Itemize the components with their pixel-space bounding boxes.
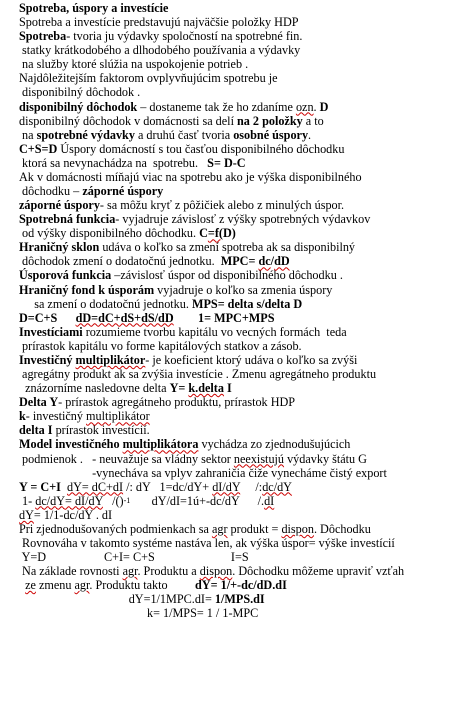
- text-line: [19, 564, 455, 578]
- text-line: [19, 156, 455, 170]
- body-text: multiplikátor: [86, 409, 150, 424]
- text-line: [19, 254, 455, 268]
- bold-text: Y = C+I: [19, 479, 67, 494]
- body-text: Spotreba a investície predstavujú najväčšie položky HDP: [19, 15, 299, 30]
- text-line: [19, 43, 455, 57]
- body-text: sa zmení o dodatočnú jednotku.: [19, 296, 192, 311]
- body-text: Najdôležitejším faktorom ovplyvňujúcim spotrebu je: [19, 71, 278, 86]
- bold-text: /: [270, 254, 275, 269]
- bold-text: dD=dC+dS+dS/dD: [75, 310, 174, 325]
- body-text: na: [19, 127, 37, 142]
- body-text: . Produktu takto: [89, 578, 196, 593]
- body-text: dispon: [199, 564, 233, 579]
- bold-text: MPC=: [220, 254, 259, 269]
- body-text: dY: [19, 507, 34, 522]
- bold-text: C+S=D: [19, 141, 58, 156]
- bold-text: osobné úspory: [233, 127, 309, 142]
- body-text: – dostaneme tak že ho zdaníme: [137, 99, 296, 114]
- text-line: [19, 536, 455, 550]
- body-text: udáva o koľko sa zmení spotreba ak sa disponibilný: [99, 240, 356, 255]
- text-line: [19, 437, 455, 451]
- text-line: [19, 170, 455, 184]
- bold-text: Hraničný fond k úsporám: [19, 282, 155, 297]
- body-text: Pri zjednodušovaných podmienkach sa: [19, 521, 212, 536]
- bold-text: I: [223, 381, 232, 396]
- bold-text: Y=: [169, 381, 189, 396]
- body-text: statky krátkodobého a dlhodobého používania a výdavky: [19, 43, 301, 58]
- body-text: . Dôchodku môžeme upraviť vzťah: [232, 564, 405, 579]
- body-text: - sa môžu kryť z pôžičiek alebo z minulých úspor.: [99, 198, 345, 213]
- bold-text: Model investičného: [19, 437, 123, 452]
- body-text: a to: [302, 113, 324, 128]
- bold-text: dc: [258, 254, 271, 269]
- body-text: ozn: [295, 99, 314, 114]
- body-text: dc/dY: [262, 479, 292, 494]
- text-line: [19, 15, 455, 29]
- text-line: [19, 100, 455, 114]
- body-text: - investičný: [25, 409, 87, 424]
- bold-text: multiplikátora: [122, 437, 199, 452]
- body-text: agr: [122, 564, 138, 579]
- body-text: produkt =: [227, 521, 282, 536]
- body-text: ktorá sa nevynachádza na spotrebu.: [19, 155, 208, 170]
- bold-text: Úsporová funkcia: [19, 268, 112, 283]
- bold-text: multiplikátor: [75, 352, 146, 367]
- text-line: [19, 578, 455, 592]
- text-line: [19, 592, 455, 606]
- body-text: podmienok . - neuvažuje sa vládny sektor: [19, 451, 234, 466]
- body-text: dispon: [281, 521, 314, 536]
- text-line: [19, 367, 455, 381]
- body-text: k= 1/MPS= 1 / 1-MPC: [19, 606, 259, 621]
- bold-text: Investičný: [19, 352, 76, 367]
- bold-text: Delta Y: [19, 395, 59, 410]
- body-text: disponibilný dôchodok .: [19, 85, 141, 100]
- body-text: ze: [25, 578, 36, 593]
- body-text: -vynecháva sa vplyv zahraničia čiže vynecháme čistý export: [19, 465, 387, 480]
- bold-text: dD: [274, 254, 290, 269]
- body-text: dc/dY= dI/dY: [35, 493, 103, 508]
- text-line: [19, 508, 455, 522]
- body-text: -1: [123, 495, 131, 505]
- body-text: agr: [211, 521, 228, 536]
- body-text: dI/dY: [212, 479, 241, 494]
- body-text: rozumieme tvorbu kapitálu vo vecných formách teda: [82, 324, 347, 339]
- text-line: [19, 550, 455, 564]
- text-line: [19, 452, 455, 466]
- bold-text: S= D-C: [207, 155, 246, 170]
- body-text: /:: [240, 479, 263, 494]
- body-text: /(): [102, 493, 124, 508]
- body-text: dY/dI=1ú+-dc/dY /.: [130, 493, 265, 508]
- text-line: [19, 494, 455, 508]
- text-line: [19, 353, 455, 367]
- bold-text: Spotrebná funkcia: [19, 212, 116, 227]
- text-line: [19, 311, 455, 325]
- bold-text: k: [19, 409, 26, 424]
- bold-text: 1/MPS.dI: [214, 592, 265, 607]
- body-text: vyjadruje o koľko sa zmenia úspory: [154, 282, 333, 297]
- bold-text: záporné úspory: [19, 198, 100, 213]
- text-line: [19, 480, 455, 494]
- body-text: Rovnováha v takomto systéme nastáva len, ak výška úspor= výške investícií: [19, 535, 395, 550]
- text-line: [19, 409, 455, 423]
- text-line: [19, 283, 455, 297]
- body-text: neexistujú: [233, 451, 285, 466]
- body-text: dôchodku –: [19, 184, 83, 199]
- text-line: [19, 1, 455, 15]
- text-line: [19, 128, 455, 142]
- body-text: - je koeficient ktorý udáva o koľko sa zvýši: [145, 352, 358, 367]
- body-text: /: dY 1=dc/dY+: [123, 479, 213, 494]
- text-line: [19, 395, 455, 409]
- text-line: [19, 114, 455, 128]
- body-text: Ak v domácnosti míňajú viac na spotrebu ako je výška disponibilného: [19, 169, 362, 184]
- body-text: .: [308, 127, 312, 142]
- bold-text: spotrebné výdavky: [36, 127, 135, 142]
- bold-text: k.delta: [188, 381, 224, 396]
- body-text: Na základe rovnosti: [19, 564, 123, 579]
- text-line: [19, 57, 455, 71]
- text-line: [19, 466, 455, 480]
- body-text: . Produktu a: [137, 564, 200, 579]
- body-text: disponibilný dôchodok v domácnosti sa delí: [19, 113, 238, 128]
- text-line: [19, 522, 455, 536]
- bold-text: dY= 1/+-dc/dD.dI: [195, 578, 287, 593]
- bold-text: na 2 položky: [237, 113, 303, 128]
- body-text: - vyjadruje závislosť z výšky spotrebných výdavkov: [115, 212, 371, 227]
- text-line: [19, 71, 455, 85]
- body-text: . Dôchodku: [313, 521, 371, 536]
- bold-text: disponibilný dôchodok: [19, 99, 138, 114]
- bold-text: MPS= delta s/delta D: [191, 296, 303, 311]
- body-text: a druhú časť tvoria: [134, 127, 234, 142]
- bold-text: 1= MPC+MPS: [173, 310, 275, 325]
- body-text: zmenu: [35, 578, 75, 593]
- text-line: [19, 212, 455, 226]
- body-text: - tvoria ju výdavky spoločností na spotrebné fin.: [66, 29, 303, 44]
- text-line: [19, 381, 455, 395]
- bold-text: D=C+S: [19, 310, 76, 325]
- bold-text: C: [199, 226, 208, 241]
- bold-text: záporné úspory: [82, 184, 164, 199]
- text-line: [19, 184, 455, 198]
- body-text: dI: [264, 493, 275, 508]
- body-text: Y=D C+I= C+S I=S: [19, 550, 249, 565]
- bold-text: Spotreba, úspory a investície: [19, 1, 169, 15]
- body-text: = 1/1-dc/dY . dI: [33, 507, 113, 522]
- body-text: prírastok investícií.: [52, 423, 150, 438]
- body-text: znázorníme nasledovne delta: [19, 381, 170, 396]
- text-line: [19, 240, 455, 254]
- text-line: [19, 325, 455, 339]
- body-text: dY= dC+dI: [66, 479, 124, 494]
- body-text: Úspory domácností s tou časťou disponibilného dôchodku: [57, 141, 345, 156]
- text-line: [19, 339, 455, 353]
- text-line: [19, 29, 455, 43]
- body-text: výdavky štátu G: [284, 451, 367, 466]
- text-line: [19, 606, 455, 620]
- bold-text: =f(: [207, 226, 223, 241]
- body-text: agr: [74, 578, 90, 593]
- text-line: [19, 297, 455, 311]
- text-line: [19, 423, 455, 437]
- text-line: [19, 226, 455, 240]
- body-text: - prírastok agregátneho produktu, prírastok HDP: [58, 395, 296, 410]
- body-text: na služby ktoré slúžia na uspokojenie potrieb .: [19, 57, 249, 72]
- body-text: .: [313, 99, 320, 114]
- body-text: od výšky disponibilného dôchodku.: [19, 226, 200, 241]
- bold-text: Hraničný sklon: [19, 240, 100, 255]
- body-text: 1-: [19, 493, 36, 508]
- text-line: [19, 85, 455, 99]
- body-text: –závislosť úspor od disponibilného dôchodku .: [111, 268, 343, 283]
- bold-text: D: [319, 99, 329, 114]
- body-text: dôchodok zmení o dodatočnú jednotku.: [19, 254, 221, 269]
- body-text: prírastok kapitálu vo forme kapitálových statkov a zásob.: [19, 338, 302, 353]
- text-line: [19, 142, 455, 156]
- bold-text: Spotreba: [19, 29, 67, 44]
- body-text: agregátny produkt ak sa zvýšia investície . Zmenu agregátneho produktu: [19, 367, 377, 382]
- bold-text: delta I: [19, 423, 53, 438]
- bold-text: D): [222, 226, 236, 241]
- text-line: [19, 198, 455, 212]
- body-text: vychádza zo zjednodušujúcich: [198, 437, 351, 452]
- text-line: [19, 268, 455, 282]
- body-text: dY=1/1MPC.dI=: [19, 592, 215, 607]
- bold-text: Investíciami: [19, 324, 83, 339]
